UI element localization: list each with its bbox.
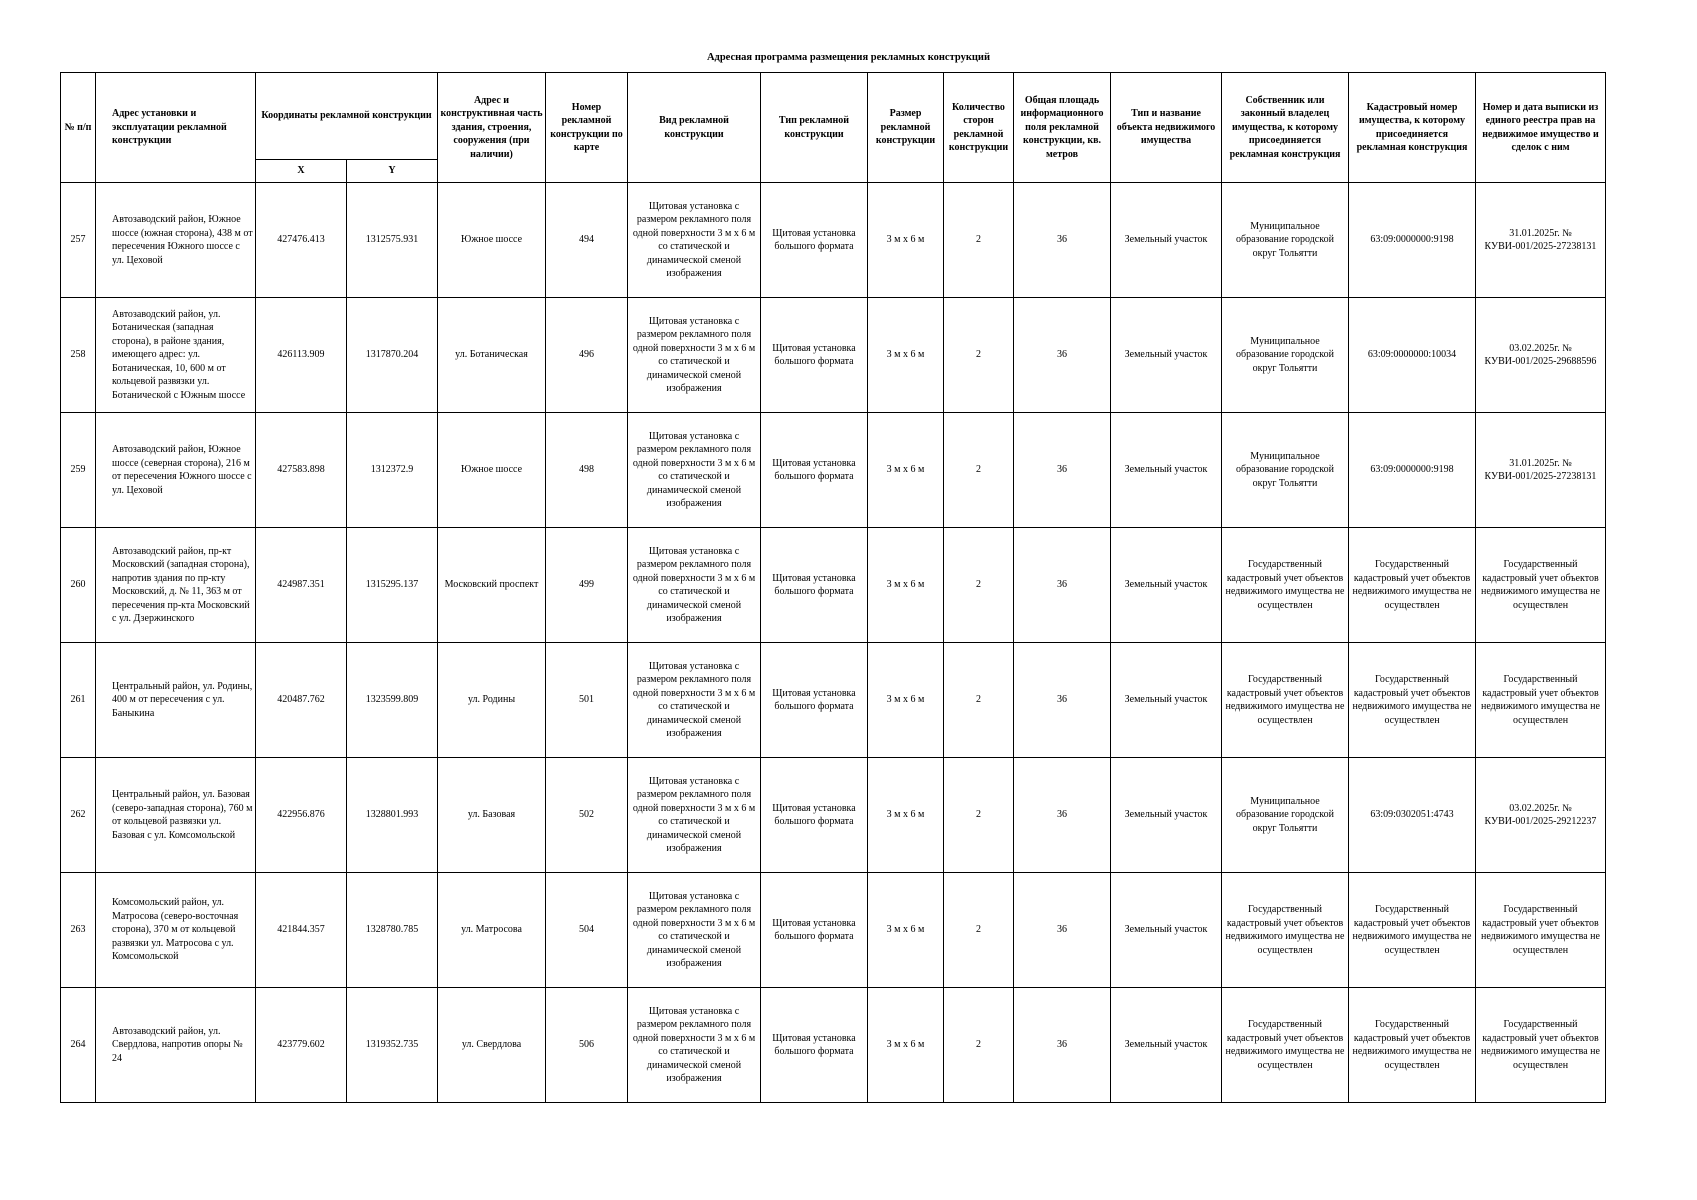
- cell-building: Южное шоссе: [438, 413, 546, 528]
- cell-size: 3 м х 6 м: [868, 413, 944, 528]
- cell-sides: 2: [944, 988, 1014, 1103]
- cell-cadastral: Государственный кадастровый учет объектов недвижимого имущества не осуществлен: [1349, 643, 1476, 758]
- header-size: Размер рекламной конструкции: [868, 73, 944, 183]
- cell-building: Южное шоссе: [438, 183, 546, 298]
- cell-y: 1312372.9: [347, 413, 438, 528]
- cell-address: Автозаводский район, пр-кт Московский (западная сторона), напротив здания по пр-кту Московский, д. № 11, 363 м от пересечения пр-кта Московский с ул. Дзержинского: [96, 528, 256, 643]
- cell-owner: Муниципальное образование городской округ Тольятти: [1222, 758, 1349, 873]
- cell-map-number: 498: [546, 413, 628, 528]
- cell-property: Земельный участок: [1111, 643, 1222, 758]
- cell-num: 264: [61, 988, 96, 1103]
- cell-property: Земельный участок: [1111, 988, 1222, 1103]
- cell-map-number: 506: [546, 988, 628, 1103]
- cell-address: Автозаводский район, Южное шоссе (северная сторона), 216 м от пересечения Южного шоссе с ул. Цеховой: [96, 413, 256, 528]
- cell-area: 36: [1014, 988, 1111, 1103]
- cell-size: 3 м х 6 м: [868, 873, 944, 988]
- table-body: [61, 183, 1606, 1103]
- table-row: [61, 298, 1606, 413]
- table-row: [61, 873, 1606, 988]
- cell-map-number: 501: [546, 643, 628, 758]
- cell-area: 36: [1014, 413, 1111, 528]
- cell-map-number: 496: [546, 298, 628, 413]
- cell-sides: 2: [944, 643, 1014, 758]
- header-registry: Номер и дата выписки из единого реестра прав на недвижимое имущество и сделок с ним: [1476, 73, 1606, 183]
- table-row: [61, 758, 1606, 873]
- cell-y: 1319352.735: [347, 988, 438, 1103]
- cell-area: 36: [1014, 758, 1111, 873]
- cell-type: Щитовая установка большого формата: [761, 758, 868, 873]
- cell-address: Центральный район, ул. Родины, 400 м от пересечения с ул. Баныкина: [96, 643, 256, 758]
- cell-owner: Государственный кадастровый учет объектов недвижимого имущества не осуществлен: [1222, 988, 1349, 1103]
- cell-x: 427583.898: [256, 413, 347, 528]
- header-owner: Собственник или законный владелец имущества, к которому присоединяется рекламная конструкция: [1222, 73, 1349, 183]
- cell-x: 420487.762: [256, 643, 347, 758]
- cell-num: 262: [61, 758, 96, 873]
- cell-address: Автозаводский район, Южное шоссе (южная сторона), 438 м от пересечения Южного шоссе с ул. Цеховой: [96, 183, 256, 298]
- cell-map-number: 499: [546, 528, 628, 643]
- header-building: Адрес и конструктивная часть здания, строения, сооружения (при наличии): [438, 73, 546, 183]
- cell-kind: Щитовая установка с размером рекламного поля одной поверхности 3 м х 6 м со статической и динамической сменой изображения: [628, 528, 761, 643]
- cell-x: 422956.876: [256, 758, 347, 873]
- cell-area: 36: [1014, 528, 1111, 643]
- cell-registry: 03.02.2025г. № КУВИ-001/2025-29212237: [1476, 758, 1606, 873]
- cell-kind: Щитовая установка с размером рекламного поля одной поверхности 3 м х 6 м со статической и динамической сменой изображения: [628, 298, 761, 413]
- cell-num: 257: [61, 183, 96, 298]
- cell-property: Земельный участок: [1111, 528, 1222, 643]
- cell-owner: Государственный кадастровый учет объектов недвижимого имущества не осуществлен: [1222, 528, 1349, 643]
- cell-y: 1312575.931: [347, 183, 438, 298]
- cell-registry: Государственный кадастровый учет объектов недвижимого имущества не осуществлен: [1476, 873, 1606, 988]
- header-map-number: Номер рекламной конструкции по карте: [546, 73, 628, 183]
- cell-y: 1317870.204: [347, 298, 438, 413]
- cell-y: 1323599.809: [347, 643, 438, 758]
- header-cadastral: Кадастровый номер имущества, к которому присоединяется рекламная конструкция: [1349, 73, 1476, 183]
- cell-area: 36: [1014, 298, 1111, 413]
- cell-sides: 2: [944, 298, 1014, 413]
- header-area: Общая площадь информационного поля рекламной конструкции, кв. метров: [1014, 73, 1111, 183]
- cell-kind: Щитовая установка с размером рекламного поля одной поверхности 3 м х 6 м со статической и динамической сменой изображения: [628, 643, 761, 758]
- cell-map-number: 494: [546, 183, 628, 298]
- cell-size: 3 м х 6 м: [868, 298, 944, 413]
- cell-cadastral: 63:09:0302051:4743: [1349, 758, 1476, 873]
- table-row: [61, 528, 1606, 643]
- cell-x: 424987.351: [256, 528, 347, 643]
- cell-area: 36: [1014, 643, 1111, 758]
- cell-map-number: 502: [546, 758, 628, 873]
- cell-kind: Щитовая установка с размером рекламного поля одной поверхности 3 м х 6 м со статической и динамической сменой изображения: [628, 873, 761, 988]
- cell-kind: Щитовая установка с размером рекламного поля одной поверхности 3 м х 6 м со статической и динамической сменой изображения: [628, 183, 761, 298]
- cell-address: Комсомольский район, ул. Матросова (северо-восточная сторона), 370 м от кольцевой развязки ул. Матросова с ул. Комсомольской: [96, 873, 256, 988]
- table-row: [61, 643, 1606, 758]
- header-property: Тип и название объекта недвижимого имущества: [1111, 73, 1222, 183]
- cell-kind: Щитовая установка с размером рекламного поля одной поверхности 3 м х 6 м со статической и динамической сменой изображения: [628, 988, 761, 1103]
- cell-property: Земельный участок: [1111, 413, 1222, 528]
- cell-num: 263: [61, 873, 96, 988]
- cell-owner: Муниципальное образование городской округ Тольятти: [1222, 183, 1349, 298]
- header-coords: Координаты рекламной конструкции: [256, 73, 438, 160]
- cell-address: Центральный район, ул. Базовая (северо-западная сторона), 760 м от кольцевой развязки ул. Базовая с ул. Комсомольской: [96, 758, 256, 873]
- cell-size: 3 м х 6 м: [868, 183, 944, 298]
- cell-sides: 2: [944, 873, 1014, 988]
- cell-x: 421844.357: [256, 873, 347, 988]
- table-header: [61, 73, 1606, 183]
- cell-size: 3 м х 6 м: [868, 643, 944, 758]
- cell-sides: 2: [944, 758, 1014, 873]
- cell-building: ул. Ботаническая: [438, 298, 546, 413]
- cell-registry: Государственный кадастровый учет объектов недвижимого имущества не осуществлен: [1476, 988, 1606, 1103]
- cell-cadastral: Государственный кадастровый учет объектов недвижимого имущества не осуществлен: [1349, 873, 1476, 988]
- cell-area: 36: [1014, 183, 1111, 298]
- cell-num: 258: [61, 298, 96, 413]
- cell-cadastral: 63:09:0000000:9198: [1349, 183, 1476, 298]
- header-sides: Количество сторон рекламной конструкции: [944, 73, 1014, 183]
- cell-type: Щитовая установка большого формата: [761, 873, 868, 988]
- cell-building: ул. Матросова: [438, 873, 546, 988]
- cell-registry: 31.01.2025г. № КУВИ-001/2025-27238131: [1476, 183, 1606, 298]
- cell-area: 36: [1014, 873, 1111, 988]
- cell-cadastral: 63:09:0000000:10034: [1349, 298, 1476, 413]
- header-x: X: [256, 160, 347, 183]
- cell-property: Земельный участок: [1111, 298, 1222, 413]
- document-title: Адресная программа размещения рекламных конструкций: [706, 52, 991, 63]
- header-address: Адрес установки и эксплуатации рекламной конструкции: [96, 73, 256, 183]
- cell-x: 427476.413: [256, 183, 347, 298]
- cell-size: 3 м х 6 м: [868, 528, 944, 643]
- cell-type: Щитовая установка большого формата: [761, 183, 868, 298]
- cell-registry: Государственный кадастровый учет объектов недвижимого имущества не осуществлен: [1476, 643, 1606, 758]
- cell-size: 3 м х 6 м: [868, 988, 944, 1103]
- cell-num: 259: [61, 413, 96, 528]
- table-row: [61, 413, 1606, 528]
- cell-y: 1315295.137: [347, 528, 438, 643]
- cell-y: 1328780.785: [347, 873, 438, 988]
- cell-property: Земельный участок: [1111, 758, 1222, 873]
- cell-cadastral: 63:09:0000000:9198: [1349, 413, 1476, 528]
- cell-type: Щитовая установка большого формата: [761, 988, 868, 1103]
- cell-type: Щитовая установка большого формата: [761, 643, 868, 758]
- header-y: Y: [347, 160, 438, 183]
- cell-property: Земельный участок: [1111, 873, 1222, 988]
- cell-num: 261: [61, 643, 96, 758]
- cell-building: ул. Свердлова: [438, 988, 546, 1103]
- cell-registry: Государственный кадастровый учет объектов недвижимого имущества не осуществлен: [1476, 528, 1606, 643]
- cell-owner: Муниципальное образование городской округ Тольятти: [1222, 298, 1349, 413]
- cell-registry: 03.02.2025г. № КУВИ-001/2025-29688596: [1476, 298, 1606, 413]
- header-kind: Вид рекламной конструкции: [628, 73, 761, 183]
- cell-owner: Государственный кадастровый учет объектов недвижимого имущества не осуществлен: [1222, 643, 1349, 758]
- cell-map-number: 504: [546, 873, 628, 988]
- cell-sides: 2: [944, 183, 1014, 298]
- cell-kind: Щитовая установка с размером рекламного поля одной поверхности 3 м х 6 м со статической и динамической сменой изображения: [628, 758, 761, 873]
- cell-owner: Государственный кадастровый учет объектов недвижимого имущества не осуществлен: [1222, 873, 1349, 988]
- cell-building: ул. Родины: [438, 643, 546, 758]
- cell-cadastral: Государственный кадастровый учет объектов недвижимого имущества не осуществлен: [1349, 528, 1476, 643]
- cell-type: Щитовая установка большого формата: [761, 413, 868, 528]
- cell-type: Щитовая установка большого формата: [761, 528, 868, 643]
- cell-num: 260: [61, 528, 96, 643]
- cell-sides: 2: [944, 528, 1014, 643]
- advertising-program-table: [60, 72, 1606, 1103]
- cell-cadastral: Государственный кадастровый учет объектов недвижимого имущества не осуществлен: [1349, 988, 1476, 1103]
- cell-size: 3 м х 6 м: [868, 758, 944, 873]
- cell-registry: 31.01.2025г. № КУВИ-001/2025-27238131: [1476, 413, 1606, 528]
- cell-building: Московский проспект: [438, 528, 546, 643]
- table-row: [61, 988, 1606, 1103]
- cell-kind: Щитовая установка с размером рекламного поля одной поверхности 3 м х 6 м со статической и динамической сменой изображения: [628, 413, 761, 528]
- header-type: Тип рекламной конструкции: [761, 73, 868, 183]
- cell-owner: Муниципальное образование городской округ Тольятти: [1222, 413, 1349, 528]
- cell-x: 423779.602: [256, 988, 347, 1103]
- cell-address: Автозаводский район, ул. Свердлова, напротив опоры № 24: [96, 988, 256, 1103]
- cell-property: Земельный участок: [1111, 183, 1222, 298]
- header-num: № п/п: [61, 73, 96, 183]
- cell-x: 426113.909: [256, 298, 347, 413]
- table-row: [61, 183, 1606, 298]
- cell-building: ул. Базовая: [438, 758, 546, 873]
- cell-type: Щитовая установка большого формата: [761, 298, 868, 413]
- cell-address: Автозаводский район, ул. Ботаническая (западная сторона), в районе здания, имеющего адрес: ул. Ботаническая, 10, 600 м от кольцевой развязки ул. Ботанической с Южным шоссе: [96, 298, 256, 413]
- cell-sides: 2: [944, 413, 1014, 528]
- cell-y: 1328801.993: [347, 758, 438, 873]
